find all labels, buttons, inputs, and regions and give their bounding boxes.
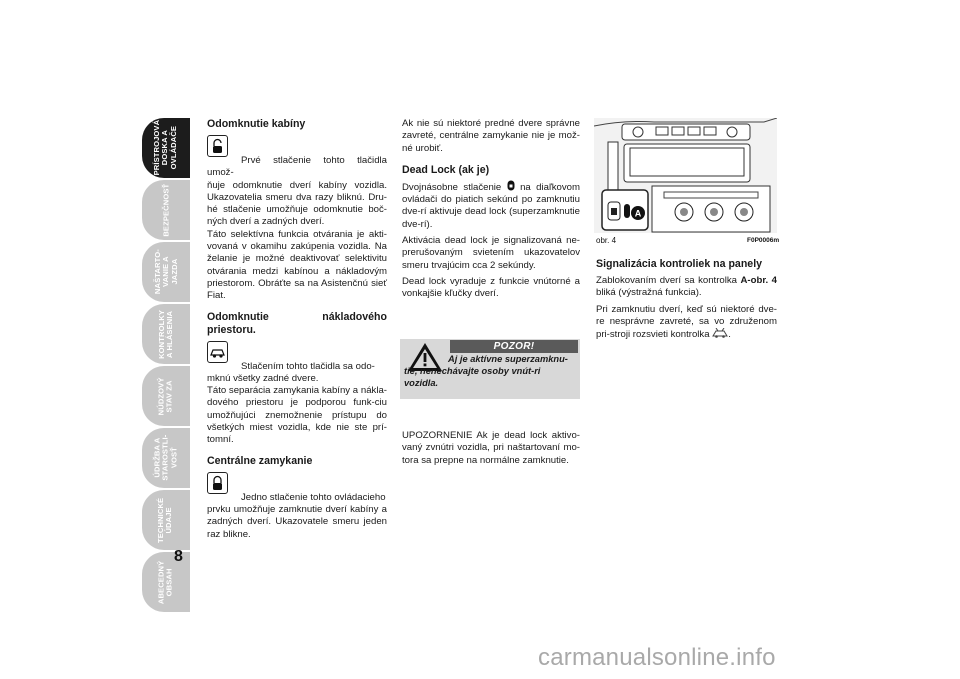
tab-technicke-udaje[interactable] [142, 490, 190, 550]
warning-text-content: Aj je aktívne superzamknu-tie, nenechávajte osoby vnút-ri vozidla. [404, 354, 568, 388]
warning-text [404, 354, 576, 389]
deadlock-p3: Dead lock vyraduje z funkcie vnútorné a vonkajšie kľučky dverí. [402, 275, 580, 300]
tab-label: BEZPEČNOSŤ [160, 183, 170, 237]
column-middle [402, 118, 580, 301]
cargo-unlock-button-icon [207, 341, 228, 363]
column-right [596, 258, 777, 341]
figure-code: F0P0006m [747, 237, 780, 244]
tab-label: PRÍSTROJOVÁ DOSKA A OVLÁDAČE [152, 120, 179, 176]
tab-label: ÚDRŽBA A STAROSTLI- VOSŤ [152, 435, 179, 481]
indicators-p1-tail: bliká (výstražná funkcia). [596, 287, 702, 299]
tab-label: NÚDZOVÝ STAV ZA [156, 377, 174, 415]
cab-unlock-button-icon [207, 135, 228, 157]
tab-label: TECHNICKÉ ÚDAJE [156, 497, 174, 543]
central-lock-body: prvku umožňuje zamknutie dverí kabíny a zadných dverí. Ukazovatele smeru jeden raz blikne. [207, 503, 387, 540]
page-number: 8 [174, 548, 183, 565]
central-lock-button-icon [207, 472, 228, 494]
cargo-unlock-line1: Stlačením tohto tlačidla sa odo- [241, 360, 375, 372]
indicators-p1-ref: A-obr. 4 [740, 275, 777, 286]
tab-nudzovy-stav[interactable] [142, 366, 190, 426]
cab-unlock-body: ňuje odomknutie dverí kabíny vozidla. Ukazovatelia smeru dva razy bliknú. Dru-hé stlačenie umožňuje odomknutie boč-ných dverí a zadných dverí. [207, 179, 387, 228]
cargo-unlock-heading: Odomknutie nákladového priestoru. [207, 310, 387, 336]
cargo-unlock-body2: Táto separácia zamykania kabíny a nákla-dového priestoru je podporou funk-ciu umožňujúci znemožnenie prístupu do všetkých miest vozidla, kde nie ste prí-tomní. [207, 385, 387, 446]
deadlock-p1: na diaľkovom ovládači do piatich sekúnd po zamknutiu dve-rí aktivuje dead lock (superzamknutie dve-rí). [402, 181, 580, 230]
notice-block [402, 430, 580, 467]
deadlock-heading: Dead Lock (ak je) [402, 163, 490, 176]
indicators-heading: Signalizácia kontroliek na panely [596, 258, 763, 270]
cab-unlock-line1: Prvé stlačenie tohto tlačidla umož- [207, 155, 387, 179]
tab-label: KONTROLKY A HLÁSENIA [156, 309, 174, 359]
cargo-unlock-body: mknú všetky zadné dvere. [207, 372, 319, 384]
notice-paragraph: UPOZORNENIE Ak je dead lock aktivo-vaný zvnútri vozidla, pri naštartovaní mo-tora sa prepne na normálne zamknutie. [402, 430, 580, 466]
figure-marker-a: A [634, 208, 642, 219]
tab-bezpecnost[interactable] [142, 180, 190, 240]
cab-unlock-body2: Táto selektívna funkcia otvárania je akti-vovaná v okamihu zakúpenia vozidla. Na želanie je možné deaktivovať selektivitu otvárania medzi kabínou a nákladovým priestorom. Obráťte sa na Asistenčnú sieť Fiat. [207, 228, 387, 302]
tab-label: NAŠTARTO- VANIE A JAZDA [152, 249, 179, 295]
watermark: carmanualsonline.info [538, 644, 776, 671]
central-lock-line1: Jedno stlačenie tohto ovládacieho [241, 491, 386, 503]
key-lock-icon [507, 180, 515, 191]
intro-paragraph: Ak nie sú niektoré predné dvere správne zavreté, centrálne zamykanie nie je mož-né urobiť. [402, 118, 580, 154]
figure-dashboard [594, 118, 777, 233]
tab-nastartovanie[interactable] [142, 242, 190, 302]
warning-title: POZOR! [450, 340, 578, 353]
cab-unlock-heading: Odomknutie kabíny [207, 118, 306, 130]
deadlock-p2: Aktivácia dead lock je signalizovaná ne-prerušovaným svietením ukazovatelov smeru trvajúcim cca 2 sekúndy. [402, 235, 580, 271]
open-door-warning-icon [712, 328, 728, 338]
tab-kontrolky[interactable] [142, 304, 190, 364]
indicators-p1-lead: Zablokovaním dverí sa kontrolka [596, 275, 738, 286]
central-locking-heading: Centrálne zamykanie [207, 454, 313, 467]
indicators-p2-end: . [728, 329, 731, 341]
indicators-p2: Pri zamknutiu dverí, keď sú niektoré dve-re nesprávne zavreté, sa vo združenom pri-stroji rozsvieti kontrolka [596, 303, 777, 341]
column-left [207, 118, 387, 541]
figure-label: obr. 4 [596, 236, 617, 245]
dashboard-illustration [594, 118, 777, 233]
warning-box [400, 339, 580, 399]
deadlock-p1-lead: Dvojnásobne stlačenie [402, 181, 502, 193]
tab-pristrojova-doska[interactable] [142, 118, 190, 178]
tab-udrzba[interactable] [142, 428, 190, 488]
tab-label: ABECEDNÝ OBSAH [156, 560, 174, 604]
